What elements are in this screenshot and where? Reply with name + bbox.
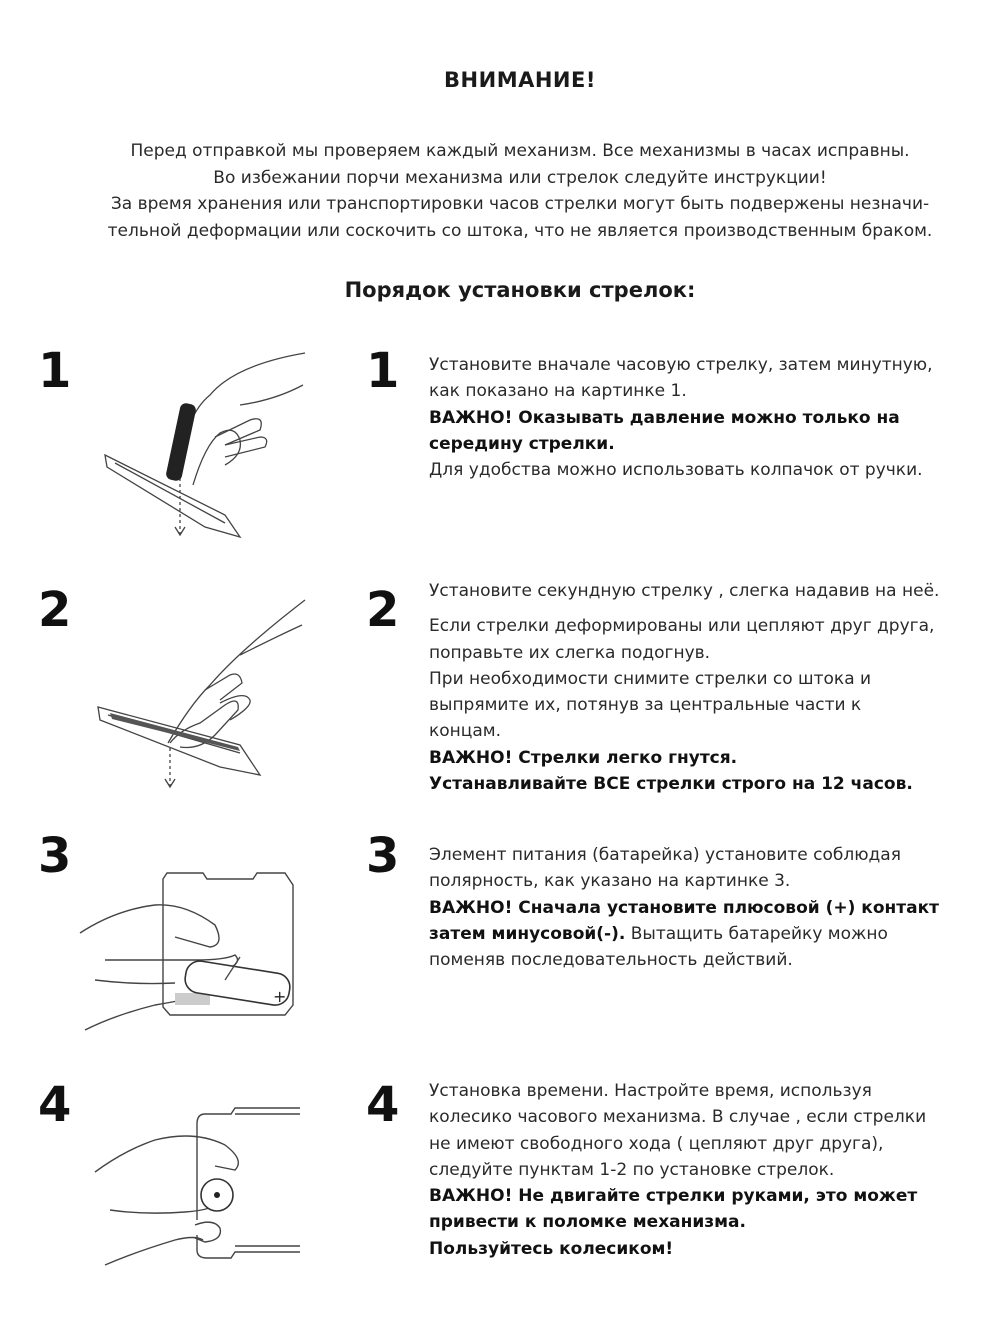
step-text-line: Если стрелки деформированы или цепляют друг друга, (429, 616, 935, 637)
step-3-illustration (75, 865, 305, 1040)
step-1-number-left: 1 (38, 343, 72, 399)
step-text-line: колесико часового механизма. В случае , если стрелки (429, 1107, 927, 1128)
step-warning-line: Устанавливайте ВСЕ стрелки строго на 12 часов. (429, 774, 913, 795)
svg-text:+: + (273, 987, 287, 1006)
step-text-line: полярность, как указано на картинке 3. (429, 871, 791, 892)
step-text-inline: Вытащить батарейку можно (625, 923, 888, 944)
step-text-line: При необходимости снимите стрелки со штока и (429, 668, 872, 689)
step-1-illustration (75, 345, 315, 545)
step-2-illustration (90, 595, 310, 795)
intro-line: Перед отправкой мы проверяем каждый механизм. Все механизмы в часах исправны. (130, 141, 910, 161)
step-text-line: выпрямите их, потянув за центральные части к (429, 695, 862, 716)
step-text-line: поправьте их слегка подогнув. (429, 642, 711, 663)
section-subtitle: Порядок установки стрелок: (344, 278, 696, 302)
step-warning-line: ВАЖНО! Оказывать давление можно только на (429, 407, 900, 428)
step-4-text (429, 1078, 989, 1262)
step-3-number-right: 3 (366, 828, 400, 884)
intro-paragraph (40, 138, 1000, 244)
step-1-number-right: 1 (366, 343, 400, 399)
step-warning-line: ВАЖНО! Не двигайте стрелки руками, это может (429, 1186, 918, 1207)
step-text-line: Установка времени. Настройте время, используя (429, 1081, 872, 1101)
step-1-text (429, 352, 989, 483)
step-4-number-right: 4 (366, 1077, 400, 1133)
intro-line: тельной деформации или соскочить со штока, что не является производственным браком. (107, 220, 933, 241)
step-warning-line: Пользуйтесь колесиком! (429, 1238, 674, 1259)
step-text-line: Для удобства можно использовать колпачок от ручки. (429, 460, 923, 481)
step-text-line: поменяв последовательность действий. (429, 950, 793, 971)
step-warning-inline: затем минусовой(-). (429, 923, 626, 944)
step-warning-line: середину стрелки. (429, 433, 615, 454)
step-text-line: Элемент питания (батарейка) установите соблюдая (429, 845, 901, 865)
step-warning-line: ВАЖНО! Стрелки легко гнутся. (429, 747, 738, 768)
step-text-line: Установите секундную стрелку , слегка надавив на неё. (429, 581, 940, 601)
step-2-number-left: 2 (38, 582, 72, 638)
step-text-line: не имеют свободного хода ( цепляют друг друга), (429, 1133, 884, 1154)
step-3-text (429, 842, 989, 973)
step-4-number-left: 4 (38, 1077, 72, 1133)
step-warning-line: ВАЖНО! Сначала установите плюсовой (+) контакт (429, 897, 939, 918)
step-4-illustration (85, 1100, 310, 1275)
step-2-number-right: 2 (366, 582, 400, 638)
step-warning-line: привести к поломке механизма. (429, 1212, 746, 1233)
intro-line: Во избежании порчи механизма или стрелок следуйте инструкции! (213, 167, 827, 188)
page-title: ВНИМАНИЕ! (444, 68, 596, 92)
step-3-number-left: 3 (38, 828, 72, 884)
step-text-line: концам. (429, 721, 502, 742)
step-2-text (429, 578, 989, 797)
step-text-line: Установите вначале часовую стрелку, затем минутную, (429, 355, 933, 375)
step-text-line: следуйте пунктам 1-2 по установке стрелок. (429, 1159, 835, 1180)
step-text-line: как показано на картинке 1. (429, 381, 687, 402)
intro-line: За время хранения или транспортировки часов стрелки могут быть подвержены незначи- (110, 194, 930, 214)
